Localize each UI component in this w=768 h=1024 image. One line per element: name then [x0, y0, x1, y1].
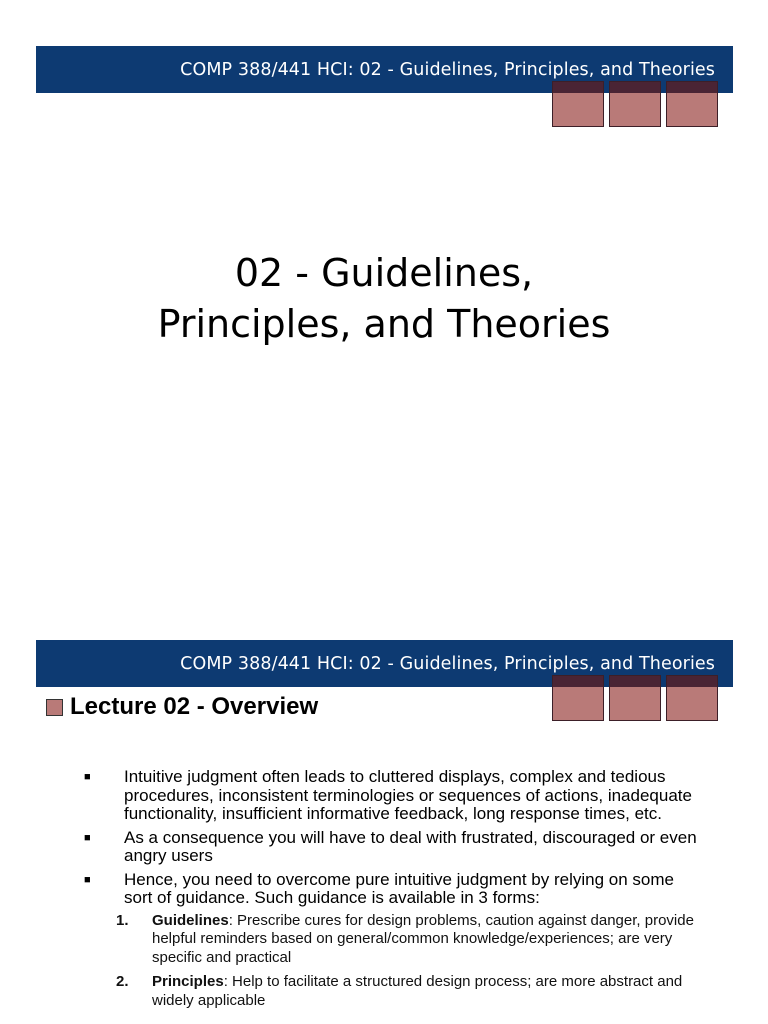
numbered-list-item — [116, 912, 704, 968]
bullet-item — [84, 768, 704, 824]
slide-header-text: COMP 388/441 HCI: 02 - Guidelines, Principles, and Theories — [180, 59, 715, 80]
slide-heading-text: Lecture 02 - Overview — [70, 693, 319, 720]
decorative-square — [666, 675, 718, 721]
bullet-square-icon: ■ — [84, 873, 91, 886]
slide-title-line-2: Principles, and Theories — [157, 302, 611, 346]
decorative-square — [609, 675, 661, 721]
list-item-text: : Help to facilitate a structured design process; are more abstract and widely applicable — [152, 973, 683, 1009]
bullet-text: Intuitive judgment often leads to cluttered displays, complex and tedious procedures, inconsistent terminologies or sequences of actions, inadequate functionality, insufficient informative feedback, long response times, etc. — [124, 767, 692, 823]
bullet-square-icon: ■ — [84, 831, 91, 844]
numbered-list-item — [116, 973, 704, 1010]
bullet-text: As a consequence you will have to deal with frustrated, discouraged or even angry users — [124, 827, 697, 865]
list-item-text: : Prescribe cures for design problems, caution against danger, provide helpful reminders based on general/common knowledge/experiences; are very specific and practical — [152, 911, 694, 966]
overview-slide — [0, 600, 768, 1024]
decorative-squares — [552, 675, 718, 721]
decorative-square — [609, 81, 661, 127]
bullet-square-icon: ■ — [84, 771, 91, 783]
bullet-list — [84, 768, 704, 1016]
slide-title-line-1: 02 - Guidelines, — [234, 251, 534, 295]
slide-heading — [46, 693, 318, 721]
decorative-squares — [552, 81, 718, 127]
slide-header-text: COMP 388/441 HCI: 02 - Guidelines, Principles, and Theories — [180, 653, 715, 674]
numbered-sublist — [116, 912, 704, 1011]
list-item-number: 1. — [116, 911, 129, 929]
decorative-square — [552, 675, 604, 721]
decorative-square — [666, 81, 718, 127]
heading-square-icon — [46, 699, 63, 716]
list-item-term: Guidelines — [152, 911, 229, 929]
decorative-square — [552, 81, 604, 127]
bullet-item — [84, 871, 704, 1011]
slide-title — [0, 248, 768, 350]
bullet-text: Hence, you need to overcome pure intuitive judgment by relying on some sort of guidance. Such guidance is available in 3 forms: — [124, 869, 674, 907]
list-item-term: Principles — [152, 973, 224, 990]
bullet-item — [84, 829, 704, 866]
list-item-number: 2. — [116, 973, 129, 990]
